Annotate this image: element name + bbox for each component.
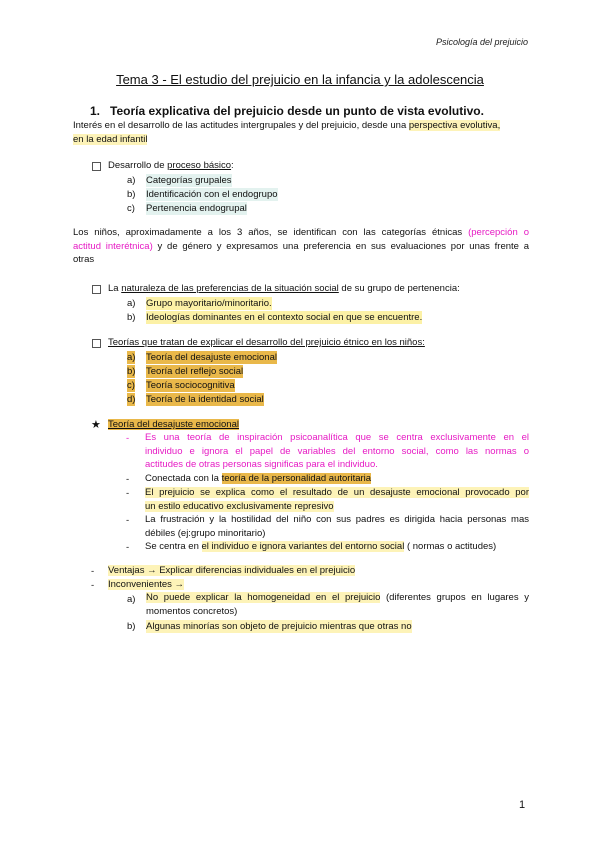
list-marker: b) <box>127 189 136 200</box>
bullet-3 <box>145 486 529 513</box>
star-icon: ★ <box>91 419 101 431</box>
inconveniente-a-line2: momentos concretos) <box>146 605 238 617</box>
block3-label: Teorías que tratan de explicar el desarrollo del prejuicio étnico en los niños: <box>108 337 425 348</box>
list-marker: b) <box>127 366 136 377</box>
bullet-5-text: Se centra en <box>145 541 202 552</box>
list-marker: a) <box>127 175 136 186</box>
inconvenientes-line <box>108 578 184 592</box>
list-text: Teoría del desajuste emocional <box>146 352 277 363</box>
para2-line3: otras <box>73 254 95 265</box>
block2-pre: La <box>108 283 122 294</box>
para2-pink2: actitud interétnica) <box>73 240 153 252</box>
para2-line1: Los niños, aproximadamente a los 3 años, se identifican con las categorías étnicas <box>73 227 469 238</box>
bullet-1-line3: actitudes de otras personas significas para el individuo. <box>145 459 378 470</box>
list-marker: c) <box>127 380 135 391</box>
list-marker: b) <box>127 621 136 632</box>
list-marker: a) <box>127 594 136 605</box>
dash-marker: - <box>126 542 130 553</box>
list-text: Grupo mayoritario/minoritario. <box>146 298 272 309</box>
intro-highlight-2: en la edad infantil <box>73 133 148 145</box>
inconveniente-a-highlight: No puede explicar la homogeneidad en el prejuicio <box>146 592 381 603</box>
page-header: Psicología del prejuicio <box>435 37 528 47</box>
bullet-1-line1: Es una teoría de inspiración psicoanalítica que se centra exclusivamente en el <box>145 432 529 443</box>
section-text: Teoría explicativa del prejuicio desde un punto de vista evolutivo. <box>110 104 484 118</box>
intro-text: Interés en el desarrollo de las actitudes intergrupales y del prejuicio, desde una <box>73 120 409 131</box>
ventajas-text: Ventajas → Explicar diferencias individuales en el prejuicio <box>108 565 356 576</box>
list-marker: c) <box>127 203 135 214</box>
bullet-4-line2: débiles (ej:grupo minoritario) <box>145 527 266 539</box>
list-text: Categorías grupales <box>146 175 232 186</box>
bullet-2 <box>145 472 529 486</box>
bullet-3-line1: El prejuicio se explica como el resultado de un desajuste emocional provocado por <box>145 487 529 498</box>
block2-link: naturaleza de las preferencias de la situación social <box>121 283 339 294</box>
list-marker: d) <box>127 394 136 405</box>
checkbox-icon <box>92 162 101 171</box>
block1-post: : <box>231 160 234 171</box>
inconvenientes-text: Inconvenientes → <box>108 579 185 590</box>
page-title: Tema 3 - El estudio del prejuicio en la infancia y la adolescencia <box>116 72 484 87</box>
bullet-5-tail: ( normas o actitudes) <box>404 541 497 552</box>
dash-marker: - <box>126 488 130 499</box>
section-1-heading <box>90 104 484 118</box>
list-text: Teoría del reflejo social <box>146 366 244 377</box>
inconveniente-a <box>146 591 529 618</box>
list-marker: b) <box>127 312 136 323</box>
block2-label <box>108 283 460 294</box>
para2-line2: y de género y expresamos una preferencia en sus evaluaciones por unas frente a <box>152 240 530 252</box>
bullet-3-line2: un estilo educativo exclusivamente represivo <box>145 500 334 512</box>
intro-paragraph <box>73 119 529 146</box>
bullet-2-highlight: teoría de la personalidad autoritaria <box>221 473 372 484</box>
block1-link: proceso básico <box>167 160 232 171</box>
block1-label <box>108 160 234 171</box>
list-text: Teoría sociocognitiva <box>146 380 235 391</box>
bullet-2-text: Conectada con la <box>145 473 222 484</box>
bullet-4 <box>145 513 529 540</box>
checkbox-icon <box>92 285 101 294</box>
checkbox-icon <box>92 339 101 348</box>
list-marker: a) <box>127 298 136 309</box>
dash-marker: - <box>91 566 95 577</box>
bullet-5-highlight: el individuo e ignora variantes del entorno social <box>201 541 405 552</box>
para2-pink1: (percepción o <box>468 227 529 238</box>
block2-post: de su grupo de pertenencia: <box>338 283 460 294</box>
bullet-5 <box>145 540 529 554</box>
list-text: Identificación con el endogrupo <box>146 189 278 200</box>
dash-marker: - <box>126 433 130 444</box>
intro-highlight: perspectiva evolutiva, <box>408 120 501 131</box>
list-marker: a) <box>127 352 136 363</box>
dash-marker: - <box>126 474 130 485</box>
dash-marker: - <box>91 580 95 591</box>
section-number: 1. <box>90 104 101 118</box>
page-number: 1 <box>519 799 526 811</box>
dash-marker: - <box>126 515 130 526</box>
inconveniente-a-text: (diferentes grupos en lugares y <box>380 592 529 603</box>
list-text: Ideologías dominantes en el contexto social en que se encuentre. <box>146 312 423 323</box>
bullet-4-line1: La frustración y la hostilidad del niño con sus padres es dirigida hacia personas mas <box>145 514 529 525</box>
block1-pre: Desarrollo de <box>108 160 168 171</box>
list-text: Pertenencia endogrupal <box>146 203 247 214</box>
ventajas-line <box>108 564 355 578</box>
list-text: Teoría de la identidad social <box>146 394 264 405</box>
bullet-1-line2: individuo e ignora el papel de variables del entorno social, como las normas o <box>145 445 529 457</box>
paragraph-2 <box>73 226 529 267</box>
block4-title: Teoría del desajuste emocional <box>108 419 239 430</box>
bullet-1 <box>145 431 529 472</box>
list-text: Algunas minorías son objeto de prejuicio mientras que otras no <box>146 621 412 632</box>
